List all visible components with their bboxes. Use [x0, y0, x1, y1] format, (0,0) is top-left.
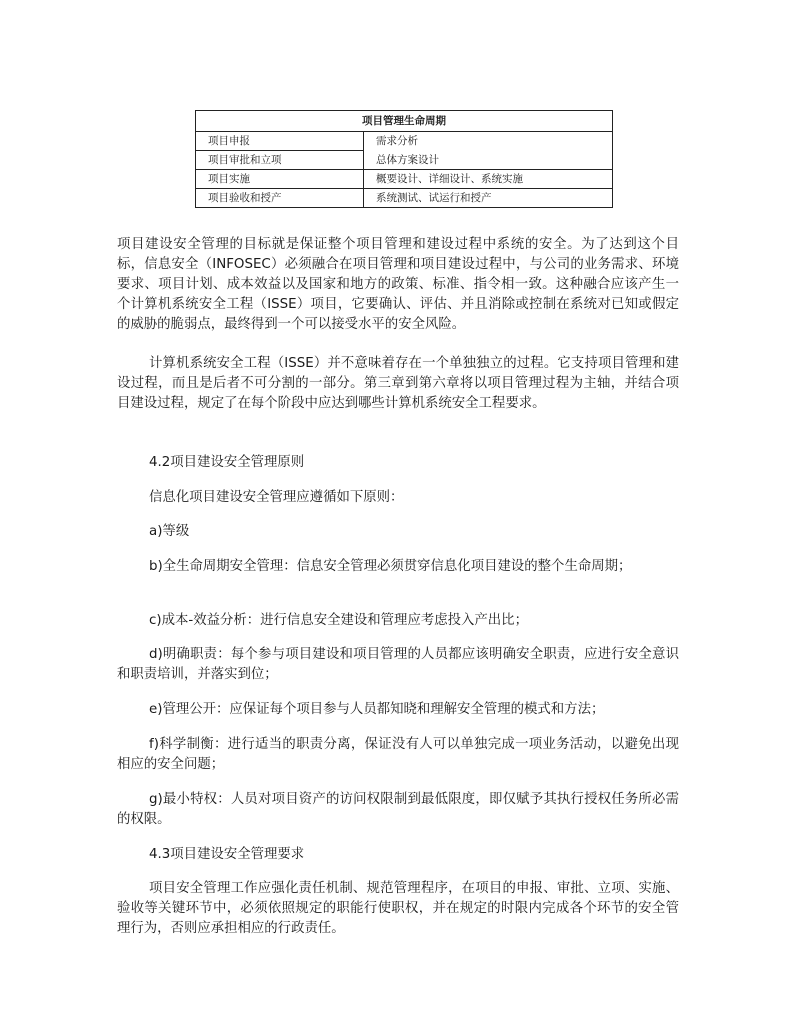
lifecycle-table [195, 110, 613, 208]
paragraph-requirements: 项目安全管理工作应强化责任机制、规范管理程序，在项目的申报、审批、立项、实施、验收等关键环节中，必须依照规定的职能行使职权，并在规定的时限内完成各个环节的安全管理行为，否则应承担相应的行政责任。 [117, 881, 679, 936]
paragraph-security-goal: 项目建设安全管理的目标就是保证整个项目管理和建设过程中系统的安全。为了达到这个目标，信息安全（INFOSEC）必须融合在项目管理和项目建设过程中，与公司的业务需求、环境要求、项目计划、成本效益以及国家和地方的政策、标准、指令相一致。这种融合应该产生一个计算机系统安全工程（ISSE）项目，它要确认、评估、并且消除或控制在系统对已知或假定的威胁的脆弱点，最终得到一个可以接受水平的安全风险。 [117, 237, 679, 332]
table-cell: 项目申报 [196, 132, 364, 151]
principle-a: a)等级 [149, 524, 190, 539]
principle-e: e)管理公开：应保证每个项目参与人员都知晓和理解安全管理的模式和方法； [149, 702, 605, 717]
table-cell: 概要设计、详细设计、系统实施 [364, 170, 613, 189]
table-row [196, 151, 613, 170]
table-row [196, 170, 613, 189]
paragraph-principles-intro: 信息化项目建设安全管理应遵循如下原则： [149, 490, 404, 505]
paragraph-isse: 计算机系统安全工程（ISSE）并不意味着存在一个单独独立的过程。它支持项目管理和建设过程，而且是后者不可分割的一部分。第三章到第六章将以项目管理过程为主轴，并结合项目建设过程，规定了在每个阶段中应达到哪些计算机系统安全工程要求。 [117, 356, 679, 411]
principle-d: d)明确职责：每个参与项目建设和项目管理的人员都应该明确安全职责，应进行安全意识和职责培训，并落实到位； [117, 647, 679, 682]
section-heading-4-2: 4.2项目建设安全管理原则 [149, 455, 305, 470]
table-row [196, 132, 613, 151]
principle-f: f)科学制衡：进行适当的职责分离，保证没有人可以单独完成一项业务活动，以避免出现相应的安全问题； [117, 737, 679, 772]
principle-b: b)全生命周期安全管理：信息安全管理必须贯穿信息化项目建设的整个生命周期； [149, 559, 632, 574]
table-cell: 项目审批和立项 [196, 151, 364, 170]
principle-g: g)最小特权：人员对项目资产的访问权限制到最低限度，即仅赋予其执行授权任务所必需的权限。 [117, 792, 679, 827]
table-cell: 需求分析 [364, 132, 613, 151]
section-heading-4-3: 4.3项目建设安全管理要求 [149, 847, 305, 862]
table-cell: 项目实施 [196, 170, 364, 189]
table-cell: 总体方案设计 [364, 151, 613, 170]
table-row [196, 189, 613, 208]
table-cell: 系统测试、试运行和授产 [364, 189, 613, 208]
principle-c: c)成本-效益分析：进行信息安全建设和管理应考虑投入产出比； [149, 613, 528, 628]
table-title: 项目管理生命周期 [196, 111, 613, 132]
table-cell: 项目验收和授产 [196, 189, 364, 208]
